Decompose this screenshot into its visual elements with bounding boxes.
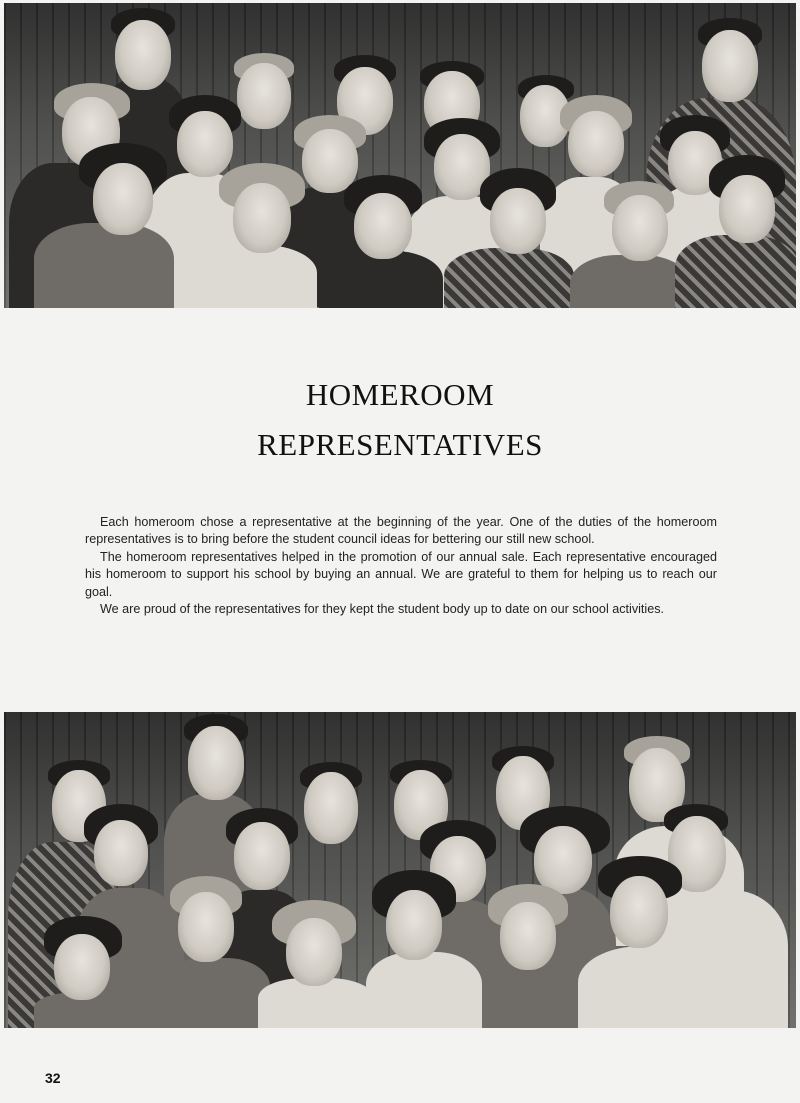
page-number: 32 <box>45 1070 61 1086</box>
group-photo-bottom <box>4 712 796 1028</box>
heading-line-1: HOMEROOM <box>305 377 495 412</box>
paragraph: The homeroom representatives helped in the promotion of our annual sale. Each representative encouraged his homeroom to support his school by buying an annual. We are grateful to them for helping us to reach our goal. <box>85 549 717 599</box>
paragraph: We are proud of the representatives for they kept the student body up to date on our school activities. <box>100 602 665 617</box>
article-body <box>85 514 717 618</box>
group-photo-top <box>4 3 796 308</box>
heading-line-2: REPRESENTATIVES <box>257 427 543 462</box>
paragraph: Each homeroom chose a representative at the beginning of the year. One of the duties of the homeroom representatives is to bring before the student council ideas for bettering our still new school. <box>85 515 717 547</box>
page-heading <box>0 370 800 470</box>
